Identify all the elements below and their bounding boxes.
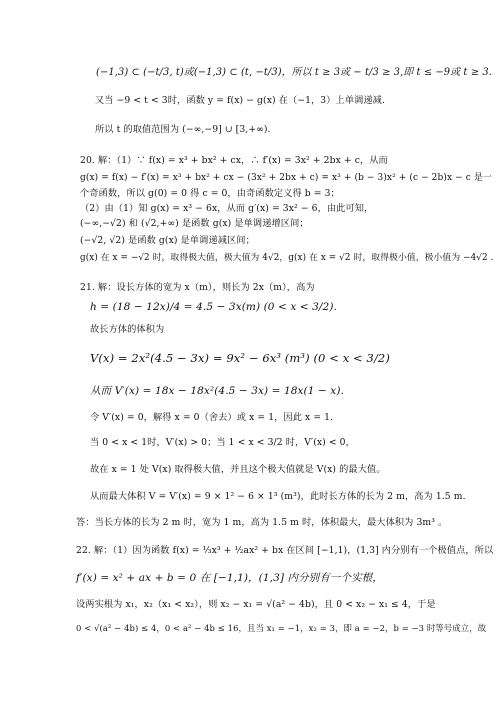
problem-20-heading: 20. 解：（1）∵ f(x) = x³ + bx² + cx，∴ f′(x) = 3x² + 2bx + c，从而 bbox=[80, 155, 388, 166]
text-line: (−√2, √2) 是函数 g(x) 是单调递减区间； bbox=[80, 235, 255, 246]
text-line: 个奇函数，所以 g(0) = 0 得 c = 0，由奇函数定义得 b = 3； bbox=[80, 188, 340, 199]
formula-line: f′(x) = x² + ax + b = 0 在 [−1,1)，(1,3] 内分别有一个实根， bbox=[76, 572, 383, 584]
text-line: 令 V′(x) = 0，解得 x = 0（舍去）或 x = 1，因此 x = 1. bbox=[90, 412, 334, 423]
text-line: 从而最大体积 V = V′(x) = 9 × 1² − 6 × 1³ (m³)，此时长方体的长为 2 m，高为 1.5 m. bbox=[90, 491, 466, 502]
problem-21-heading: 21. 解：设长方体的宽为 x（m），则长为 2x（m），高为 bbox=[80, 282, 315, 293]
text-line: (−1,3) ⊂ (−t/3, t)或(−1,3) ⊂ (t, −t/3)，所以 t ≥ 3或 − t/3 ≥ 3,即 t ≤ −9或 t ≥ 3. bbox=[96, 67, 492, 78]
formula-line: 从而 V′(x) = 18x − 18x²(4.5 − 3x) = 18x(1 − x). bbox=[90, 385, 344, 397]
text-line: 故在 x = 1 处 V(x) 取得极大值，并且这个极大值就是 V(x) 的最大值。 bbox=[90, 464, 386, 475]
answer-line: 答：当长方体的长为 2 m 时，宽为 1 m，高为 1.5 m 时，体积最大，最大体积为 3m³ 。 bbox=[76, 517, 448, 528]
formula-line: h = (18 − 12x)/4 = 4.5 − 3x(m) (0 < x < 3/2). bbox=[90, 301, 337, 313]
text-line: 当 0 < x < 1时，V′(x) > 0；当 1 < x < 3/2 时，V′(x) < 0， bbox=[90, 437, 355, 448]
text-line: 故长方体的体积为 bbox=[90, 324, 165, 335]
text-line: 设两实根为 x₁，x₂（x₁ < x₂），则 x₂ − x₁ = √(a² − 4b)，且 0 < x₂ − x₁ ≤ 4，于是 bbox=[76, 599, 436, 610]
problem-22-heading: 22. 解：（1）因为函数 f(x) = ⅓x³ + ½ax² + bx 在区间 [−1,1)，(1,3] 内分别有一个极值点，所以 bbox=[76, 545, 494, 556]
text-line: (−∞,−√2) 和 (√2,+∞) 是函数 g(x) 是单调递增区间； bbox=[80, 218, 309, 229]
text-line: 0 < √(a² − 4b) ≤ 4，0 < a² − 4b ≤ 16，且当 x₁ = −1，x₂ = 3，即 a = −2，b = −3 时等号成立，故 bbox=[76, 623, 487, 633]
text-line: g(x) = f(x) − f′(x) = x³ + bx² + cx − (3x² + 2bx + c) = x³ + (b − 3)x² + (c − 2b)x − c 是一 bbox=[80, 173, 493, 183]
text-line: 又当 −9 < t < 3时，函数 y = f(x) − g(x) 在（−1，3）上单调递减. bbox=[95, 95, 385, 106]
text-line: （2）由（1）知 g(x) = x³ − 6x，从而 g′(x) = 3x² − 6，由此可知， bbox=[80, 203, 374, 214]
text-line: g(x) 在 x = −√2 时，取得极大值，极大值为 4√2，g(x) 在 x = √2 时，取得极小值，极小值为 −4√2 . bbox=[80, 253, 494, 263]
text-line: 所以 t 的取值范围为 (−∞,−9] ∪ [3,+∞). bbox=[95, 124, 271, 135]
formula-line: V(x) = 2x²(4.5 − 3x) = 9x² − 6x³ (m³) (0 < x < 3/2) bbox=[90, 351, 390, 365]
